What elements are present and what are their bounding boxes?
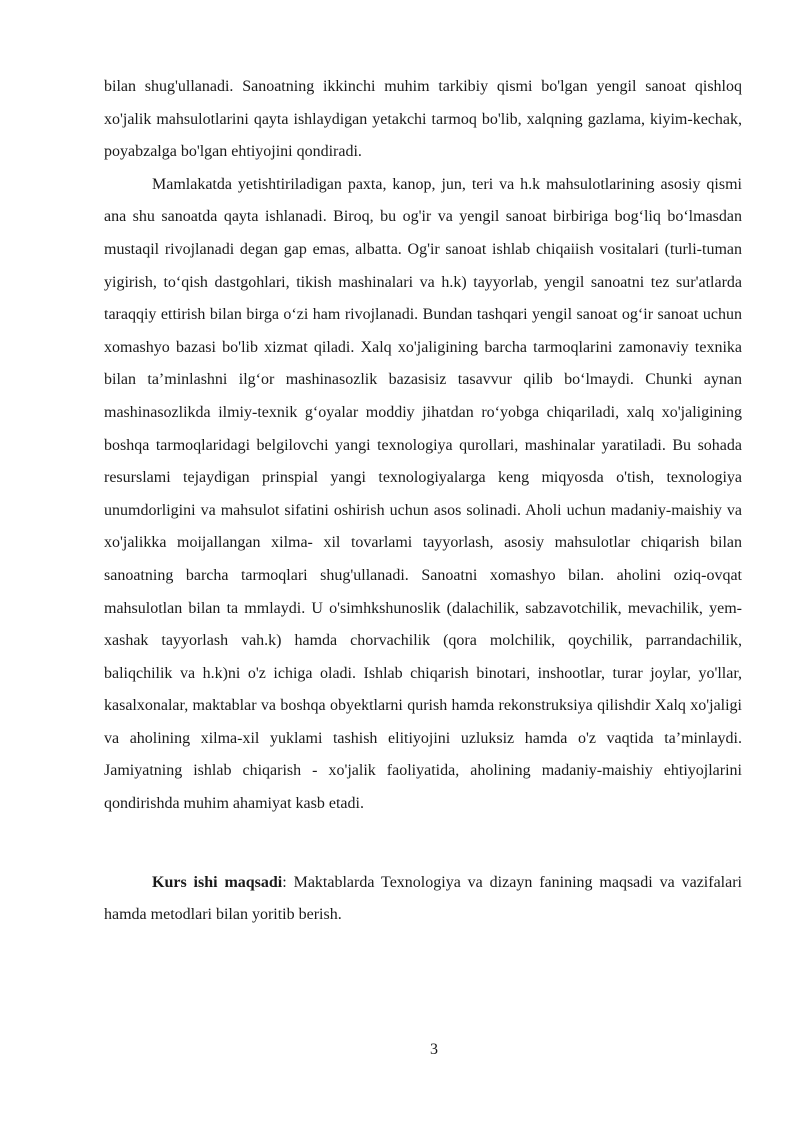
course-aim-text: : Maktablarda Texnologiya va dizayn fanining maqsadi va vazifalari hamda metodlari bilan yoritib berish. [104, 873, 743, 924]
paragraph-continuation: bilan shug'ullanadi. Sanoatning ikkinchi muhim tarkibiy qismi bo'lgan yengil sanoat qishloq xo'jalik mahsulotlarini qayta ishlaydigan yetakchi tarmoq bo'lib, xalqning gazlama, kiyim-kechak, poyabzalga bo'lgan ehtiyojini qondiradi. [104, 78, 742, 161]
course-aim-paragraph [104, 867, 742, 932]
page-body [104, 71, 742, 932]
paragraph-spacer [104, 821, 742, 867]
paragraph-main: Mamlakatda yetishtiriladigan paxta, kanop, jun, teri va h.k mahsulotlarining asosiy qismi ana shu sanoatda qayta ishlanadi. Biroq, bu og'ir va yengil sanoat birbiriga bog‘liq bo‘lmasdan mustaqil rivojlanadi degan gap emas, albatta. Og'ir sanoat ishlab chiqaiish vositalari (turli-tuman yigirish, to‘qish dastgohlari, tikish mashinalari va h.k) tayyorlab, yengil sanoatni tez sur'atlarda taraqqiy ettirish bilan birga o‘zi ham rivojlanadi. Bundan tashqari yengil sanoat og‘ir sanoat uchun xomashyo bazasi bo'lib xizmat qiladi. Xalq xo'jaligining barcha tarmoqlarini zamonaviy texnika bilan ta’minlashni ilg‘or mashinasozlik bazasisiz tasavvur qilib bo‘lmaydi. Chunki aynan mashinasozlikda ilmiy-texnik g‘oyalar moddiy jihatdan ro‘yobga chiqariladi, xalq xo'jaligining boshqa tarmoqlaridagi belgilovchi yangi texnologiya qurollari, mashinalar yaratiladi. Bu sohada resurslami tejaydigan prinspial yangi texnologiyalarga keng miqyosda o'tish, texnologiya unumdorligini va mahsulot sifatini oshirish uchun asos solinadi. Aholi uchun madaniy-maishiy va xo'jalikka moijallangan xilma- xil tovarlami tayyorlash, asosiy mahsulotlar chiqarish bilan sanoatning barcha tarmoqlari shug'ullanadi. Sanoatni xomashyo bilan. aholini oziq-ovqat mahsulotlan bilan ta mmlaydi. U o'simhkshunoslik (dalachilik, sabzavotchilik, mevachilik, yem-xashak tayyorlash vah.k) hamda chorvachilik (qora molchilik, qoychilik, parrandachilik, baliqchilik va h.k)ni o'z ichiga oladi. Ishlab chiqarish binotari, inshootlar, turar joylar, yo'llar, kasalxonalar, maktablar va boshqa obyektlarni qurish hamda rekonstruksiya qilishdir Xalq xo'jaligi va aholining xilma-xil yuklami tashish elitiyojini uzluksiz hamda o'z vaqtida ta’minlaydi. Jamiyatning ishlab chiqarish - xo'jalik faoliyatida, aholining madaniy-maishiy ehtiyojlarini qondirishda muhim ahamiyat kasb etadi. [104, 175, 742, 813]
course-aim-label: Kurs ishi maqsadi [152, 873, 283, 891]
page-number: 3 [430, 1041, 438, 1058]
